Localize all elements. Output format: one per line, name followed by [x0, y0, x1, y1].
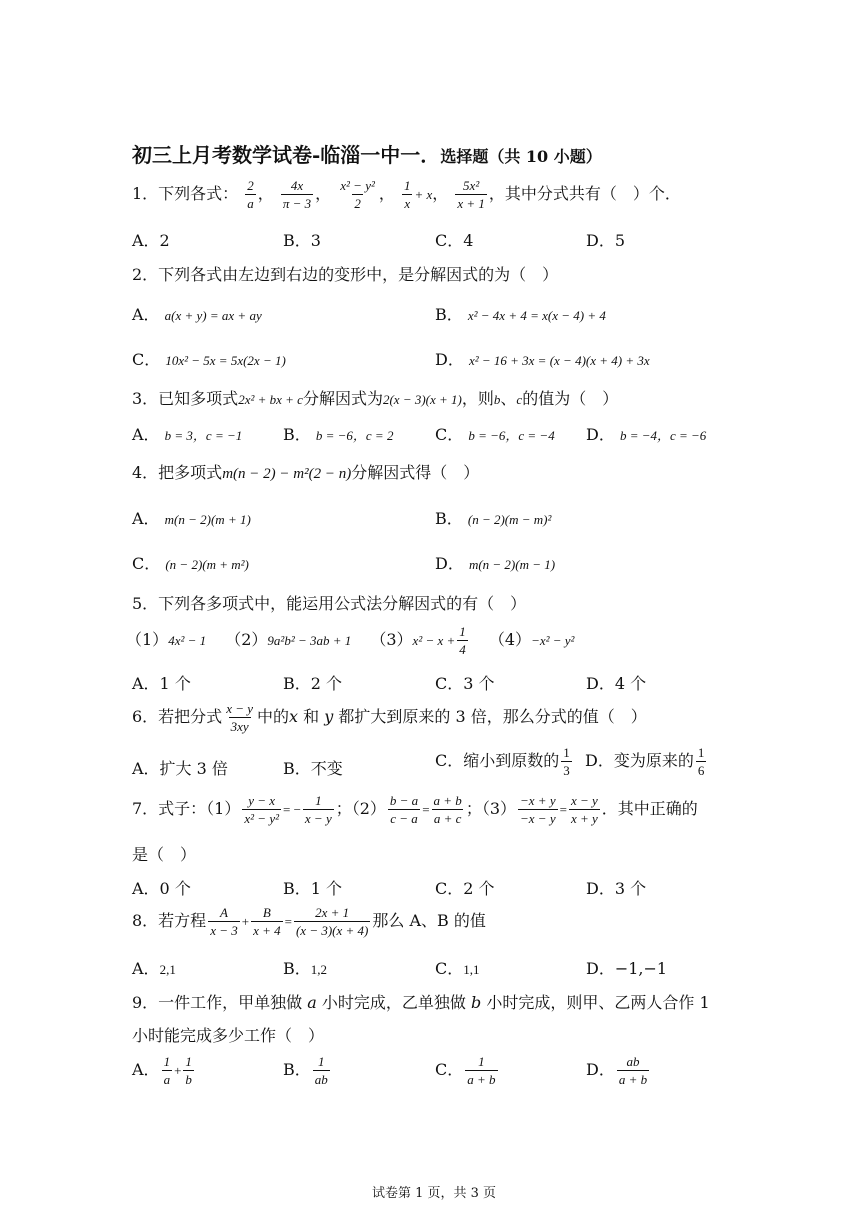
question-7: 7．式子：（1） $\frac{y - x}{\text{x² − y²}}$ = − $\frac{1}{x - y}$ ；（2） $\frac{b - a}{c - a}$ = $\frac{a + b}{a + c}$ ；（3） $\frac{-x + y}{-x - y}$ = $\frac{x - y}{x + y}$ ．其中正确的 — [132, 793, 698, 826]
question-2: 2．下列各式由左边到右边的变形中，是分解因式的为（ ） — [132, 265, 559, 284]
q9-option-a: A． $\frac{1}{a}$ + $\frac{1}{b}$ — [132, 1054, 192, 1087]
q1-option-b: B．3 — [283, 231, 321, 250]
q1-option-c: C．4 — [435, 231, 474, 250]
q4-option-a: A． m(n − 2)(m + 1) — [132, 509, 251, 528]
q7-option-c: C．2 个 — [435, 879, 495, 898]
q7-option-d: D．3 个 — [586, 879, 647, 898]
question-8: 8．若方程 $\frac{A}{x - 3}$ + $\frac{B}{x + 4}$ = $\frac{2x + 1}{(x - 3)(x + 4)}$ 那么 A、B 的值 — [132, 905, 486, 938]
question-1: 1．下列各式： $\frac{2}{a}$ ， $\frac{4x}{\pi - 3}$ ， $\frac{\text{x² − y²}}{2}$ ， $\frac{1}{x}$ + x， $\frac{\text{5x²}}{x + 1}$ ，其中分式共有（ ）个． — [132, 178, 681, 211]
q1-option-a: A．2 — [132, 231, 170, 250]
page-title — [132, 139, 602, 168]
q8-option-d: D．−1,−1 — [586, 959, 668, 978]
q6-option-c: C．缩小到原数的 $\frac{1}{3}$ — [435, 745, 570, 778]
question-6: 6．若把分式 $\frac{x - y}{3xy}$ 中的x 和 y 都扩大到原来的 3 倍，那么分式的值（ ） — [132, 701, 647, 734]
page-footer: 试卷第 1 页，共 3 页 — [371, 1186, 497, 1201]
q8-option-b: B．1,2 — [283, 959, 328, 978]
exam-title: 初三上月考数学试卷-临淄一中一． — [132, 143, 441, 167]
q1-expr-1: $\frac{2}{a}$ — [247, 178, 254, 211]
q3-option-d: D． b = −4，c = −6 — [586, 425, 707, 444]
q2-option-d: D． x² − 16 + 3x = (x − 4)(x + 4) + 3x — [435, 350, 650, 369]
q9-option-d: D． $\frac{ab}{a + b}$ — [586, 1054, 648, 1087]
q4-option-c: C． (n − 2)(m + m²) — [132, 554, 249, 573]
q2-option-b: B． x² − 4x + 4 = x(x − 4) + 4 — [435, 305, 606, 324]
q9-option-b: B． $\frac{1}{ab}$ — [283, 1054, 328, 1087]
q5-option-c: C．3 个 — [435, 674, 495, 693]
q5-option-a: A．1 个 — [132, 674, 191, 693]
q1-option-d: D．5 — [586, 231, 626, 250]
q1-stem: 1．下列各式： — [132, 184, 239, 203]
q1-expr-4: $\frac{1}{x}$ — [403, 178, 411, 211]
question-5: 5．下列各多项式中，能运用公式法分解因式的有（ ） — [132, 594, 527, 613]
q5-option-d: D．4 个 — [586, 674, 647, 693]
q9-option-c: C． $\frac{1}{a + b}$ — [435, 1054, 496, 1087]
q3-option-b: B． b = −6，c = 2 — [283, 425, 394, 444]
q3-option-c: C． b = −6，c = −4 — [435, 425, 555, 444]
q1-expr-5: $\frac{\text{5x²}}{x + 1}$ — [457, 178, 485, 211]
question-3: 3．已知多项式2x² + bx + c分解因式为2(x − 3)(x + 1)，则b、c的值为（ ） — [132, 389, 619, 408]
q6-option-d: D．变为原来的 $\frac{1}{6}$ — [585, 745, 705, 778]
q4-option-b: B． (n − 2)(m − m)² — [435, 509, 552, 528]
section-heading: 选择题（共 10 小题） — [440, 147, 602, 166]
q4-option-d: D． m(n − 2)(m − 1) — [435, 554, 556, 573]
q5-option-b: B．2 个 — [283, 674, 343, 693]
q1-expr-2: $\frac{4x}{\pi - 3}$ — [282, 178, 312, 211]
q5-items: （1）4x² − 1 （2）9a²b² − 3ab + 1 （3）x² − x + $\frac{1}{4}$ （4）−x² − y² — [126, 624, 575, 657]
q3-option-a: A． b = 3，c = −1 — [132, 425, 243, 444]
question-9-cont: 小时能完成多少工作（ ） — [132, 1026, 325, 1045]
q7-option-a: A．0 个 — [132, 879, 191, 898]
q2-option-a: A． a(x + y) = ax + ay — [132, 305, 262, 324]
q1-expr-3: $\frac{\text{x² − y²}}{2}$ — [340, 178, 375, 211]
q6-option-a: A．扩大 3 倍 — [132, 759, 228, 778]
q8-option-a: A．2,1 — [132, 959, 176, 978]
q6-option-b: B．不变 — [283, 759, 343, 778]
q7-option-b: B．1 个 — [283, 879, 343, 898]
q1-stem-end: ，其中分式共有（ ）个． — [488, 184, 681, 203]
question-4: 4．把多项式m(n − 2) − m²(2 − n)分解因式得（ ） — [132, 463, 480, 482]
q2-option-c: C． 10x² − 5x = 5x(2x − 1) — [132, 350, 286, 369]
q8-option-c: C．1,1 — [435, 959, 480, 978]
question-9: 9．一件工作，甲单独做 a 小时完成，乙单独做 b 小时完成，则甲、乙两人合作 1 — [132, 993, 710, 1012]
question-7-cont: 是（ ） — [132, 845, 197, 864]
